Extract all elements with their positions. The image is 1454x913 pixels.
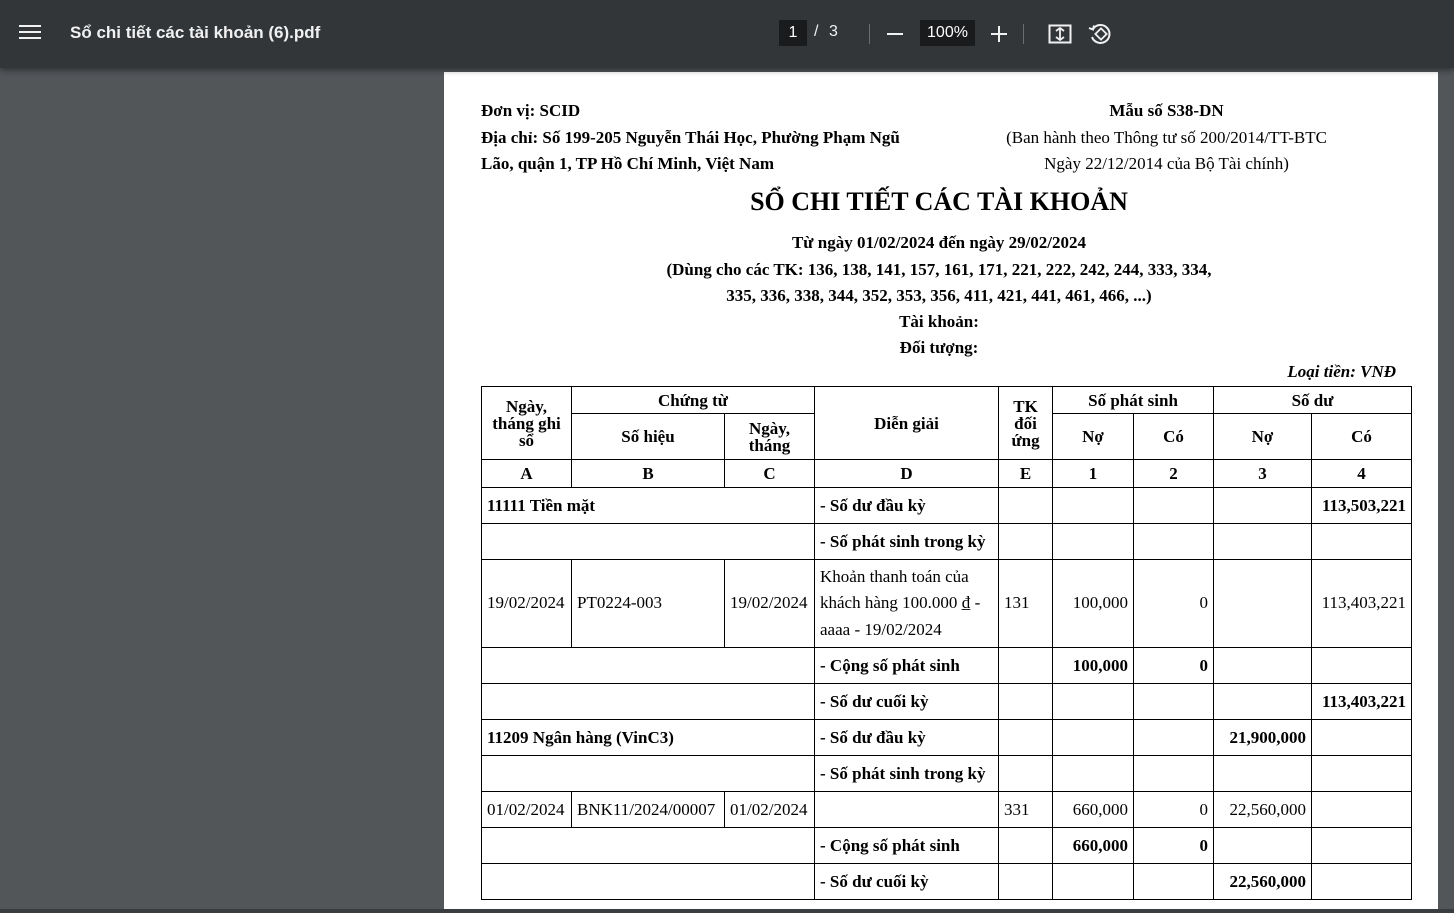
column-code: A <box>482 460 572 488</box>
header-row <box>482 387 1412 414</box>
arising-debit: 100,000 <box>1053 648 1134 684</box>
table-row <box>482 684 1412 720</box>
description-line: khách hàng 100.000 ₫ - <box>820 593 981 613</box>
accounts-line1: (Dùng cho các TK: 136, 138, 141, 157, 161, 171, 221, 222, 242, 244, 333, 334, <box>666 260 1212 279</box>
contra-account: 131 <box>999 560 1053 648</box>
row-description: - Số dư cuối kỳ <box>815 684 999 720</box>
zoom-in-icon[interactable] <box>985 20 1013 48</box>
row-description <box>815 560 999 648</box>
arising-credit: 0 <box>1134 560 1214 648</box>
header-voucher-no: Số hiệu <box>572 414 725 460</box>
balance-debit: 22,560,000 <box>1214 792 1312 828</box>
rotate-icon[interactable] <box>1086 20 1114 48</box>
address-line1: Địa chỉ: Số 199-205 Nguyễn Thái Học, Phường Phạm Ngũ <box>481 127 900 147</box>
pdf-page <box>444 72 1438 913</box>
currency-label: Loại tiền: VNĐ <box>1287 362 1396 381</box>
row-description: - Cộng số phát sinh <box>815 828 999 864</box>
voucher-date: 19/02/2024 <box>725 560 815 648</box>
fit-page-icon[interactable] <box>1046 20 1074 48</box>
column-code: C <box>725 460 815 488</box>
address-line2: Lão, quận 1, TP Hồ Chí Minh, Việt Nam <box>481 154 774 173</box>
row-description: - Số dư đầu kỳ <box>815 488 999 524</box>
column-code: D <box>815 460 999 488</box>
table-row <box>482 756 1412 792</box>
horizontal-scrollbar[interactable] <box>0 909 1454 913</box>
period-line: Từ ngày 01/02/2024 đến ngày 29/02/2024 <box>791 233 1087 252</box>
header-balance-credit: Có <box>1312 414 1412 460</box>
header-credit: Có <box>1134 414 1214 460</box>
balance-debit: 21,900,000 <box>1214 720 1312 756</box>
column-code-row <box>482 460 1412 488</box>
table-row <box>482 792 1412 828</box>
form-number: Mẫu số S38-DN <box>1109 101 1224 120</box>
balance-debit: 22,560,000 <box>1214 864 1312 900</box>
table-row <box>482 720 1412 756</box>
voucher-date: 01/02/2024 <box>725 792 815 828</box>
header-balance-debit: Nợ <box>1214 414 1312 460</box>
accounts-line2: 335, 336, 338, 344, 352, 353, 356, 411, 421, 441, 461, 466, ...) <box>726 286 1152 305</box>
row-description: - Số dư cuối kỳ <box>815 864 999 900</box>
header-description: Diễn giải <box>815 387 999 460</box>
document-header-right <box>974 98 1359 178</box>
balance-credit: 113,403,221 <box>1312 560 1412 648</box>
page-separator: / <box>814 23 819 40</box>
posting-date: 19/02/2024 <box>482 560 572 648</box>
document-header-left <box>481 98 951 178</box>
contra-account: 331 <box>999 792 1053 828</box>
menu-icon[interactable] <box>18 22 42 46</box>
balance-credit: 113,403,221 <box>1312 684 1412 720</box>
pdf-toolbar <box>0 0 1454 68</box>
column-code: 1 <box>1053 460 1134 488</box>
arising-debit: 660,000 <box>1053 828 1134 864</box>
unit-name: Đơn vị: SCID <box>481 101 581 120</box>
table-row <box>482 560 1412 648</box>
header-contra-account: TK đối ứng <box>999 387 1053 460</box>
account-name: 11209 Ngân hàng (VinC3) <box>482 720 815 756</box>
file-title: Sổ chi tiết các tài khoản (6).pdf <box>70 23 321 42</box>
posting-date: 01/02/2024 <box>482 792 572 828</box>
decree-line2: Ngày 22/12/2014 của Bộ Tài chính) <box>1044 154 1289 173</box>
table-row <box>482 648 1412 684</box>
zoom-out-icon[interactable] <box>881 20 909 48</box>
document-title: SỔ CHI TIẾT CÁC TÀI KHOẢN <box>750 187 1128 216</box>
header-balance: Số dư <box>1214 387 1412 414</box>
decree-line1: (Ban hành theo Thông tư số 200/2014/TT-BTC <box>1006 127 1327 147</box>
row-description: - Cộng số phát sinh <box>815 648 999 684</box>
description-line: aaaa - 19/02/2024 <box>820 619 942 639</box>
toolbar-divider <box>1023 24 1024 44</box>
header-voucher-date: Ngày, tháng <box>725 414 815 460</box>
arising-debit: 100,000 <box>1053 560 1134 648</box>
row-description: - Số phát sinh trong kỳ <box>815 524 999 560</box>
page-number-input[interactable] <box>779 20 807 46</box>
total-pages: 3 <box>829 23 838 40</box>
arising-credit: 0 <box>1134 828 1214 864</box>
arising-credit: 0 <box>1134 648 1214 684</box>
header-voucher: Chứng từ <box>572 387 815 414</box>
table-row <box>482 864 1412 900</box>
header-arising: Số phát sinh <box>1053 387 1214 414</box>
object-label: Đối tượng: <box>899 338 979 357</box>
arising-credit: 0 <box>1134 792 1214 828</box>
toolbar-divider <box>869 24 870 44</box>
arising-debit: 660,000 <box>1053 792 1134 828</box>
table-row <box>482 488 1412 524</box>
balance-credit: 113,503,221 <box>1312 488 1412 524</box>
ledger-table <box>481 386 1412 900</box>
column-code: 2 <box>1134 460 1214 488</box>
zoom-input[interactable] <box>920 20 975 46</box>
header-date: Ngày, tháng ghi sổ <box>482 387 572 460</box>
header-debit: Nợ <box>1053 414 1134 460</box>
row-description: - Số dư đầu kỳ <box>815 720 999 756</box>
account-label: Tài khoản: <box>899 312 979 331</box>
column-code: 3 <box>1214 460 1312 488</box>
column-code: B <box>572 460 725 488</box>
row-description: - Số phát sinh trong kỳ <box>815 756 999 792</box>
table-row <box>482 828 1412 864</box>
column-code: 4 <box>1312 460 1412 488</box>
table-row <box>482 524 1412 560</box>
voucher-no: PT0224-003 <box>572 560 725 648</box>
column-code: E <box>999 460 1053 488</box>
description-line: Khoản thanh toán của <box>820 566 969 586</box>
account-name: 11111 Tiền mặt <box>482 488 815 524</box>
voucher-no: BNK11/2024/00007 <box>572 792 725 828</box>
